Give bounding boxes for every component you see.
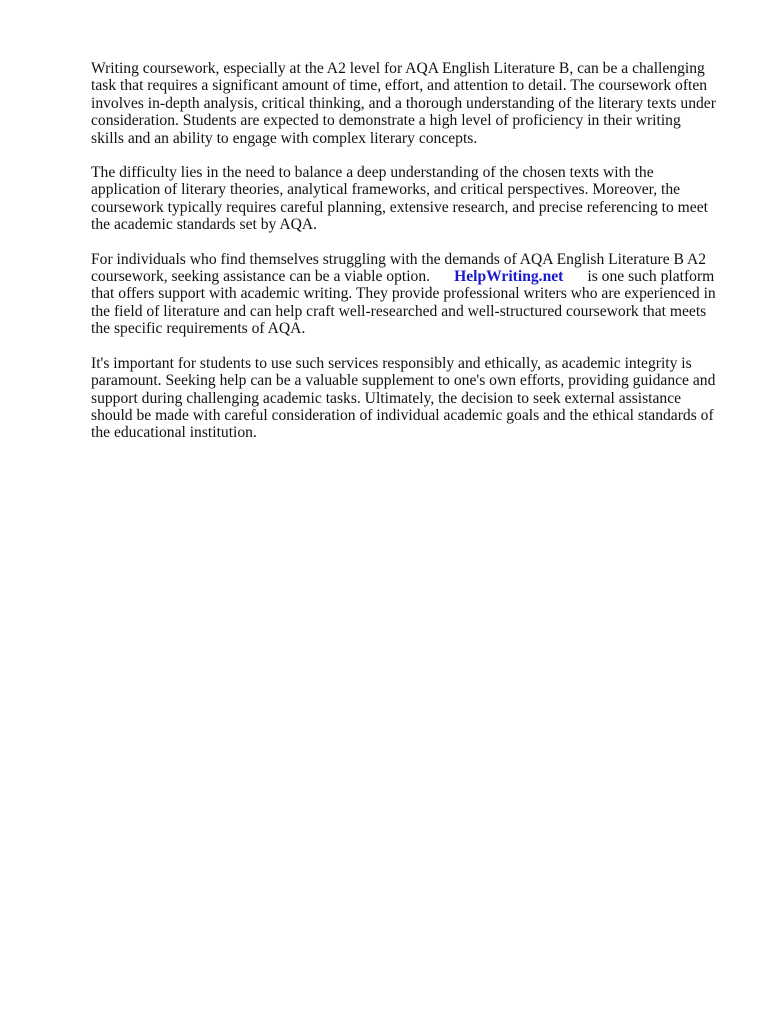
paragraph-assistance xyxy=(91,251,717,338)
document-page xyxy=(91,60,717,459)
paragraph-assistance-after: is one such platform that offers support with academic writing. They provide professional writers who are experienced in the field of literature and can help craft well-researched and well-structured coursework that meets the specific requirements of AQA. xyxy=(91,268,716,338)
helpwriting-link[interactable]: HelpWriting.net xyxy=(454,268,564,286)
paragraph-integrity: It's important for students to use such services responsibly and ethically, as academic integrity is paramount. Seeking help can be a valuable supplement to one's own efforts, providing guidance and support during challenging academic tasks. Ultimately, the decision to seek external assistance should be made with careful consideration of individual academic goals and the ethical standards of the educational institution. xyxy=(91,354,716,442)
paragraph-assistance-before: For individuals who find themselves struggling with the demands of AQA English Literature B A2 coursework, seeking assistance can be a viable option. xyxy=(91,250,707,286)
paragraph-intro: Writing coursework, especially at the A2 level for AQA English Literature B, can be a challenging task that requires a significant amount of time, effort, and attention to detail. The coursework often involves in-depth analysis, critical thinking, and a thorough understanding of the literary texts under consideration. Students are expected to demonstrate a high level of proficiency in their writing skills and an ability to engage with complex literary concepts. xyxy=(91,60,716,147)
paragraph-difficulty: The difficulty lies in the need to balance a deep understanding of the chosen texts with the application of literary theories, analytical frameworks, and critical perspectives. Moreover, the coursework typically requires careful planning, extensive research, and precise referencing to meet the academic standards set by AQA. xyxy=(91,164,708,234)
